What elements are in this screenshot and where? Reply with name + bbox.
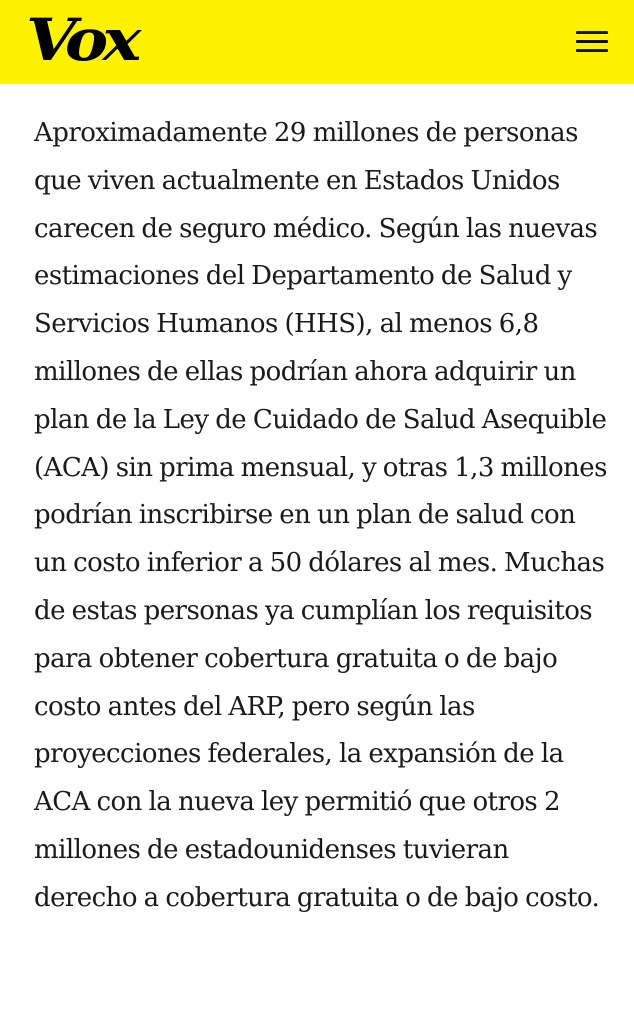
article-paragraph: Aproximadamente 29 millones de personas que viven actualmente en Estados Unidos carecen de seguro médico. Según las nuevas estimaciones del Departamento de Salud y Servicios Humanos (HHS), al menos 6,8 millones de ellas podrían ahora adquirir un plan de la Ley de Cuidado de Salud Asequible (ACA) sin prima mensual, y otras 1,3 millones podrían inscribirse en un plan de salud con un costo inferior a 50 dólares al mes. Muchas de estas personas ya cumplían los requisitos para obtener cobertura gratuita o de bajo costo antes del ARP, pero según las proyecciones federales, la expansión de la ACA con la nueva ley permitió que otros 2 millones de estadounidenses tuvieran derecho a cobertura gratuita o de bajo costo.: [34, 118, 607, 913]
menu-button[interactable]: [568, 22, 612, 58]
vox-logo[interactable]: Vox: [26, 6, 136, 74]
hamburger-menu-icon: [576, 27, 608, 53]
site-header: [0, 0, 634, 84]
